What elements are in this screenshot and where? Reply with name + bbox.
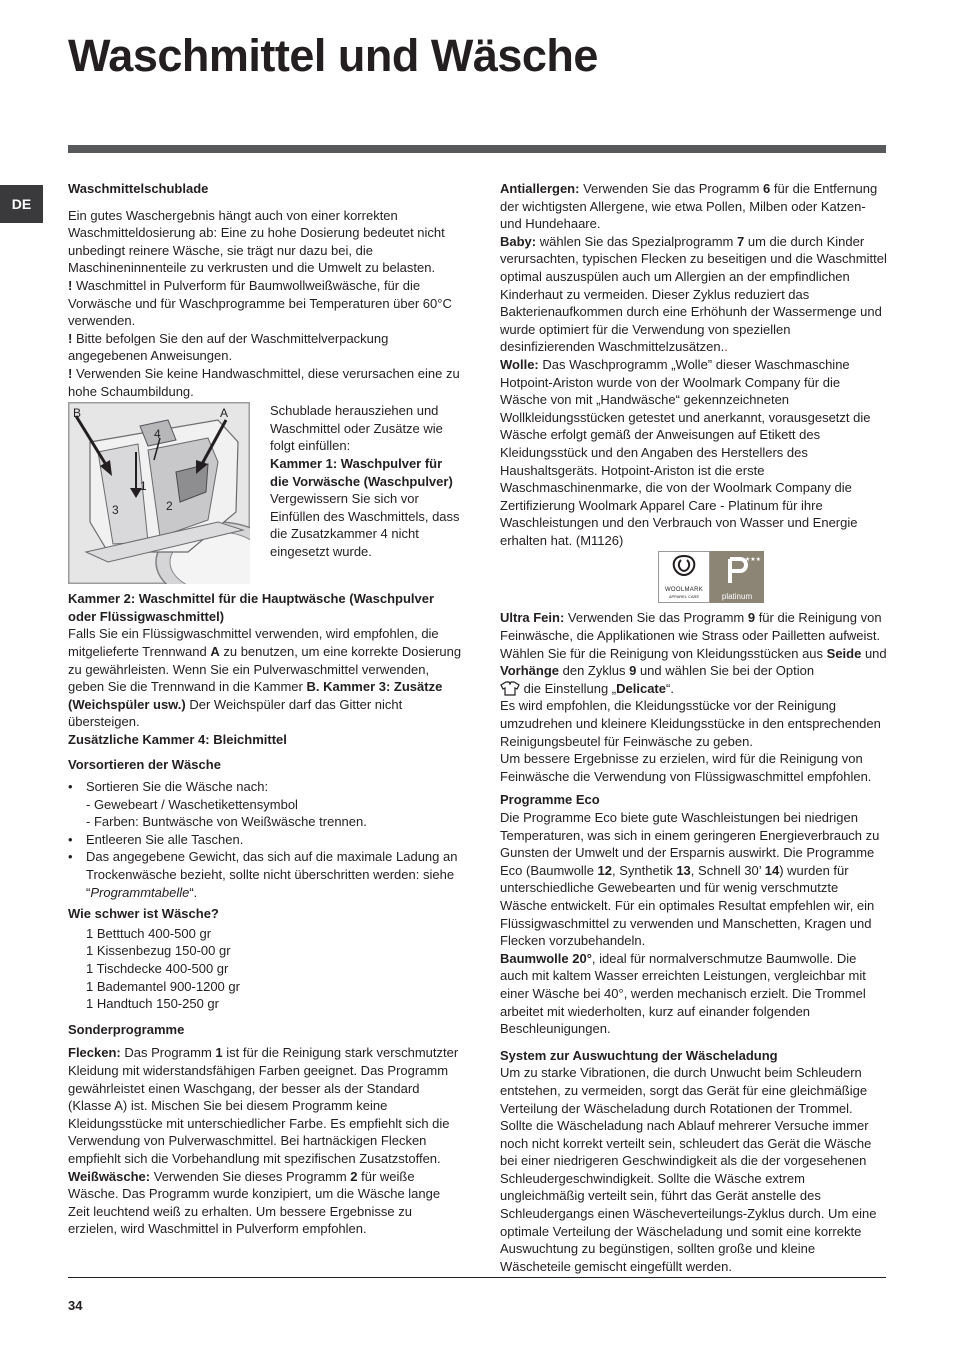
woolmark-text: WOOLMARK [664, 587, 704, 594]
drawer-figure-block [68, 402, 462, 584]
kammer-2-heading: Kammer 2: Waschmittel für die Hauptwäsche (Waschpulver oder Flüssigwaschmittel) [68, 591, 435, 624]
paragraph-baby: Baby: wählen Sie das Spezialprogramm 7 um die durch Kinder verursachten, typischen Flecken zu beseitigen und die Waschmittel optimal auszuspülen auch um Allergien an der empfindlichen Kinderhaut zu vermeiden. Dieser Zyklus reduziert das Bakterienaufkommen durch eine Erhöhunh der Wassermenge und wurde optimiert für die Verwendung von speziellen desinfizierenden Waschmittelzusätzen.. [500, 233, 887, 355]
list-item: 1 Bademantel 900-1200 gr [86, 978, 240, 994]
platinum-stars: ★★★ [744, 557, 761, 564]
weight-list [68, 925, 462, 1013]
list-item: • Entleeren Sie alle Taschen. [86, 831, 462, 849]
right-column [500, 180, 888, 1275]
kammer-1-text: Vergewissern Sie sich vor Einfüllen des Waschmittels, dass die Zusatzkammer 4 nicht eingesetzt wurde. [270, 491, 460, 559]
title-rule [68, 145, 886, 153]
kammer-2-text: Falls Sie ein Flüssigwaschmittel verwenden, wird empfohlen, die mitgelieferte Trennwand A zu benutzen, um eine korrekte Dosierung zu gewährleisten. Wenn Sie ein Pulverwaschmittel verwenden, geben Sie die Trennwand in die Kammer B. Kammer 3: Zusätze (Weichspüler usw.) Der Weichspüler darf das Gitter nicht übersteigen. [68, 626, 462, 730]
label-4: 4 [154, 427, 161, 442]
paragraph-seide: Wählen Sie für die Reinigung von Kleidungsstücken aus Seide und Vorhänge den Zyklus 9 und wählen Sie bei der Option die Einstellung „Delicate“. [500, 645, 887, 696]
paragraph-dosierung: Ein gutes Waschergebnis hängt auch von einer korrekten Waschmitteldosierung ab: Eine zu hohe Dosierung bedeutet nicht unbedingt reinere Wäsche, sie trägt nur dazu bei, die Maschineninnenteile zu verkrusten und die Umwelt zu belasten. [68, 207, 445, 276]
section-heading-sonderprogramme: Sonderprogramme [68, 1021, 185, 1037]
paragraph-ultra-fein: Ultra Fein: Verwenden Sie das Programm 9 für die Reinigung von Feinwäsche, die Applikationen wie Strass oder Pailletten aufweist. [500, 610, 882, 644]
section-heading-auswuchtung: System zur Auswuchtung der Wäscheladung [500, 1047, 778, 1063]
paragraph-wolle: Wolle: Das Waschprogramm „Wolle” dieser Waschmaschine Hotpoint-Ariston wurde von der Woolmark Company für die Wäsche von mit „Handwäsche“ gekennzeichneten Wollkleidungsstücken getestet und anerkannt, vorausgesetzt die Wäsche erfolgt gemäß der Anweisungen auf Etikett des Kleidungsstück und den Angaben des Herstellers des Haushaltsgeräts. Hotpoint-Ariston ist die erste Waschmaschinenmarke, die von der Woolmark Company die Zertifizierung Woolmark Apparel Care - Platinum für ihre Waschleistungen und den Verbrauch von Wasser und Energie erhalten hat. (M1126) [500, 356, 871, 548]
label-3: 3 [112, 503, 119, 518]
label-1: 1 [140, 479, 147, 494]
delicate-shirt-icon [500, 681, 520, 696]
language-tab: DE [0, 185, 43, 223]
list-item: 1 Handtuch 150-250 gr [86, 996, 219, 1012]
page-number: 34 [68, 1298, 83, 1313]
left-column [68, 180, 462, 1238]
paragraph-weisswaesche: Weißwäsche: Verwenden Sie dieses Programm 2 für weiße Wäsche. Das Programm wurde konzipiert, um die Wäsche lange Zeit leuchtend weiß zu erhalten. Um bessere Ergebnisse zu erzielen, wird Waschmittel in Pulverform empfohlen. [68, 1168, 441, 1237]
detergent-drawer-illustration [68, 402, 250, 584]
section-heading-eco: Programme Eco [500, 792, 600, 808]
note-anweisungen: ! Bitte befolgen Sie den auf der Waschmittelverpackung angegebenen Anweisungen. [68, 330, 389, 364]
paragraph-empfehlung: Es wird empfohlen, die Kleidungsstücke vor der Reinigung umzudrehen und kleinere Kleidungsstücke in den entsprechenden Reinigungsbeutel für Feinwäsche zu geben. [500, 698, 881, 749]
section-heading-vorsortieren: Vorsortieren der Wäsche [68, 757, 221, 773]
kammer-4-heading: Zusätzliche Kammer 4: Bleichmittel [68, 731, 287, 747]
drawer-instructions [270, 402, 462, 584]
label-2: 2 [166, 499, 173, 514]
note-handwaschmittel: ! Verwenden Sie keine Handwaschmittel, diese verursachen eine zu hohe Schaumbildung. [68, 365, 460, 399]
warning-icon: ! [68, 365, 73, 381]
paragraph-antiallergen: Antiallergen: Verwenden Sie das Programm 6 für die Entfernung der wichtigsten Allergene, wie etwa Pollen, Milben oder Katzen- und Hundehaare. [500, 181, 878, 232]
paragraph-baumwolle-20: Baumwolle 20°, ideal für normalverschmutze Baumwolle. Die auch mit kaltem Wasser erreichten Leistungen, vergleichbar mit einer Wäsche bei 40°, werden mechanisch erzielt. Die Trommel arbeitet mit wiederholten, kurz auf einander folgenden Beschleunigungen. [500, 950, 866, 1037]
section-heading-waschmittelschublade: Waschmittelschublade [68, 181, 209, 196]
list-item: • Sortieren Sie die Wäsche nach: - Gewebeart / Waschetikettensymbol - Farben: Buntwäsche von Weißwäsche trennen. [86, 778, 462, 831]
warning-icon: ! [68, 277, 73, 293]
kammer-1-heading: Kammer 1: Waschpulver für die Vorwäsche (Waschpulver) [270, 455, 453, 489]
page-title: Waschmittel und Wäsche [68, 30, 598, 81]
list-item: 1 Kissenbezug 150-00 gr [86, 943, 231, 959]
paragraph-eco: Die Programme Eco biete gute Waschleistungen bei niedrigen Temperaturen, was sich in einem geringeren Energieverbrauch zu Gunsten der Umwelt und der Ersparnis auswirkt. Die Programme Eco (Baumwolle 12, Synthetik 13, Schnell 30’ 14) wurden für unterschiedliche Gewebearten und für wenig verschmutzte Wäsche entwickelt. Für ein optimales Resultat empfehlen wir, ein Flüssigwaschmittel zu verwenden und Manschetten, Kragen und Flecken vorzubehandeln. [500, 810, 880, 949]
warning-icon: ! [68, 330, 73, 346]
certification-logos [658, 551, 888, 603]
platinum-logo [710, 551, 764, 603]
paragraph-flecken: Flecken: Das Programm 1 ist für die Reinigung stark verschmutzter Kleidung mit widerstandsfähigen Farben geeignet. Das Programm gewährleistet einen Waschgang, der besser als der Standard (Klasse A) ist. Mischen Sie bei diesem Programm keine Kleidungsstücke mit unterschiedlicher Farbe. Es empfiehlt sich die Verwendung von Pulverwaschmittel. Bei hartnäckigen Flecken empfiehlt sich die Vorbehandlung mit spezifischen Zusatzstoffen. [68, 1045, 459, 1166]
woolmark-icon [659, 552, 709, 582]
section-heading-gewicht: Wie schwer ist Wäsche? [68, 906, 219, 922]
label-b: B [73, 406, 82, 421]
footer-rule [68, 1277, 886, 1278]
woolmark-logo [658, 551, 710, 603]
platinum-text: platinum [721, 592, 753, 602]
paragraph-auswuchtung: Um zu starke Vibrationen, die durch Unwucht beim Schleudern entstehen, zu vermeiden, sorgt das Gerät für eine gleichmäßige Verteilung der Wäscheladung durch Rotationen der Trommel. Sollte die Wäscheladung nach Ablauf mehrerer Versuche immer noch nicht korrekt verteilt sein, schleudert das Gerät die Wäsche bei einer niedrigeren Geschwindigkeit als die der vorgesehenen Schleudergeschwindigkeit. Sollte die Wäsche extrem ungleichmäßig verteilt sein, führt das Gerät anstelle des Schleudergangs einen Wäscheverteilungs-Zyklus durch. Um eine optimale Verteilung der Wäscheladung und somit eine korrekte Auswuchtung zu begünstigen, sollten große und kleine Wäscheteile gemischt eingefüllt werden. [500, 1065, 877, 1274]
sort-list [68, 778, 462, 901]
note-pulverform: ! Waschmittel in Pulverform für Baumwollweißwäsche, für die Vorwäsche und für Waschprogramme bei Temperaturen über 60°C verwenden. [68, 277, 452, 329]
drawer-intro: Schublade herausziehen und Waschmittel oder Zusätze wie folgt einfüllen: [270, 403, 443, 454]
list-item: 1 Tischdecke 400-500 gr [86, 961, 229, 976]
paragraph-fluessig: Um bessere Ergebnisse zu erzielen, wird für die Reinigung von Feinwäsche die Verwendung von Flüssigwaschmittel empfohlen. [500, 751, 872, 784]
list-item: 1 Betttuch 400-500 gr [86, 925, 212, 941]
label-a: A [220, 406, 229, 421]
list-item: • Das angegebene Gewicht, das sich auf die maximale Ladung an Trockenwäsche bezieht, sollte nicht überschritten werden: siehe “Programmtabelle“. [86, 848, 462, 901]
woolmark-subtext: APPAREL CARE [668, 594, 700, 600]
